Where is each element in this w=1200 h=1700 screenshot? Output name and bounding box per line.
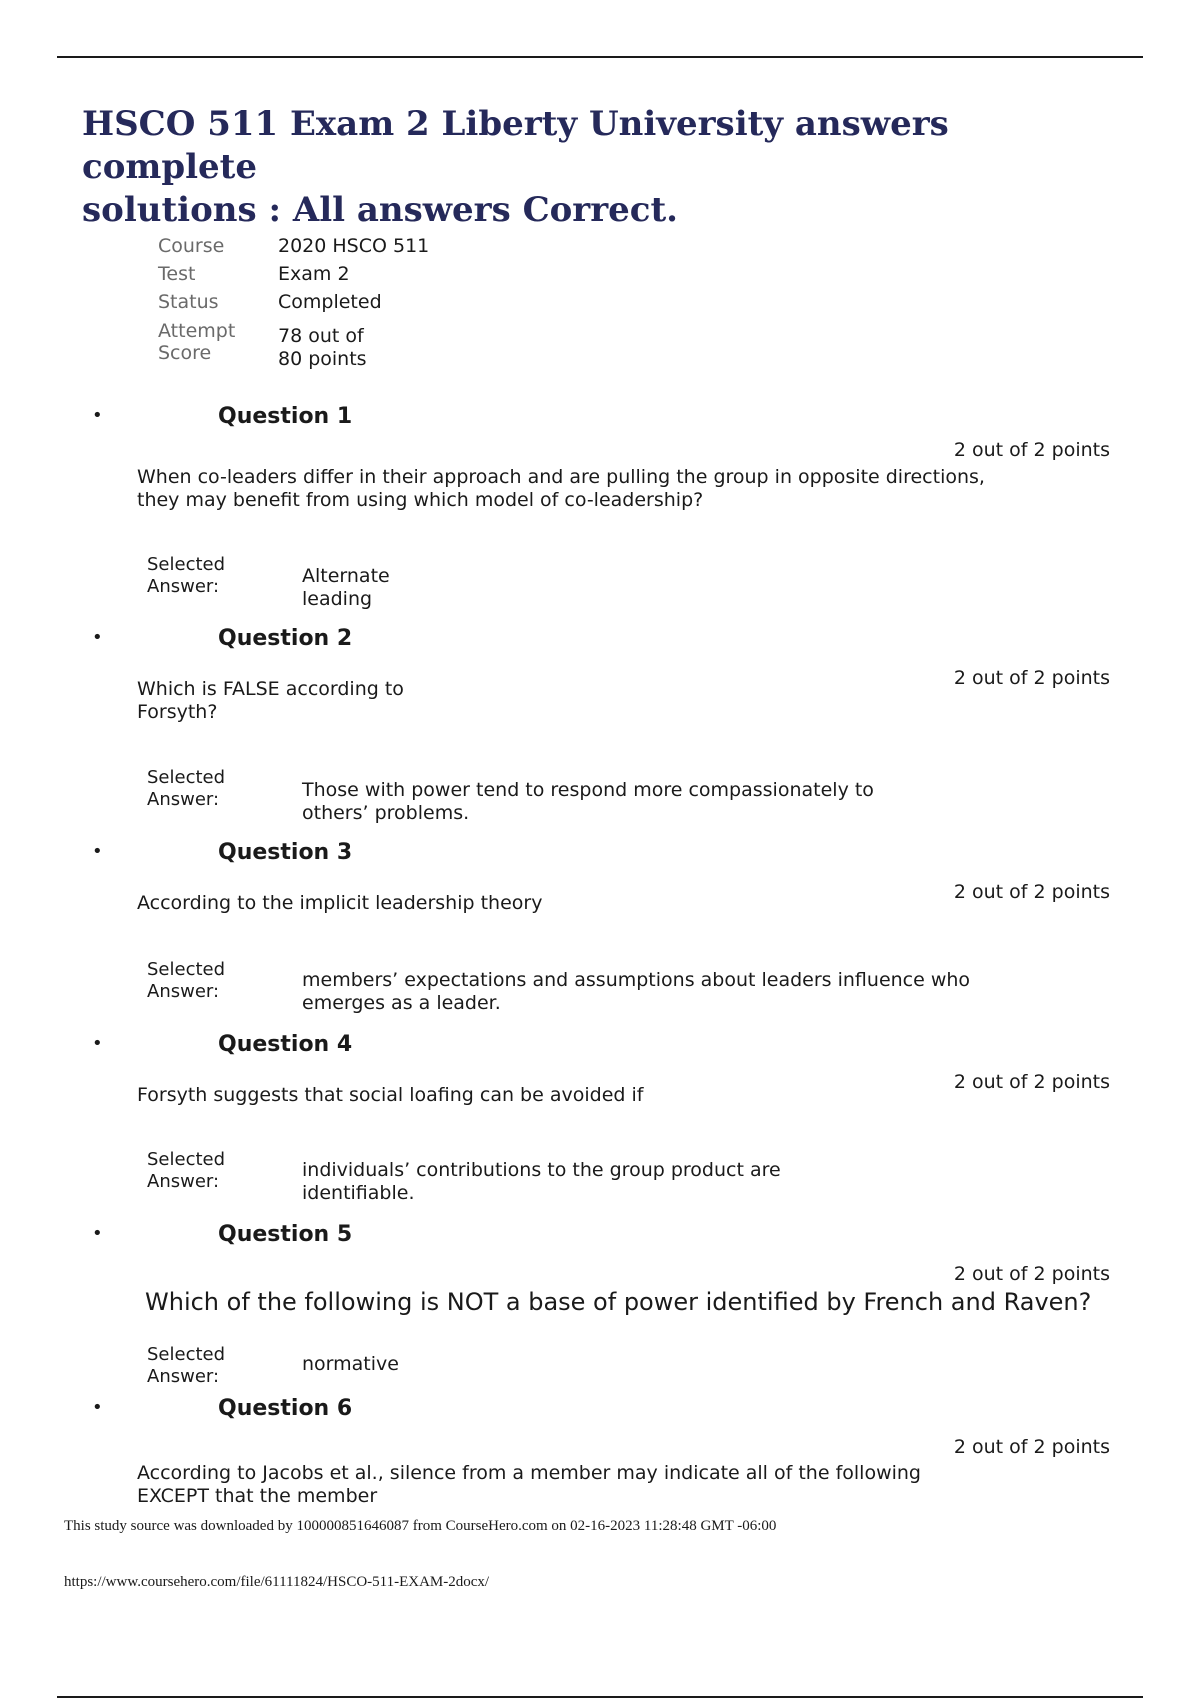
document-title bbox=[82, 103, 1122, 232]
question-title: Question 6 bbox=[218, 1396, 353, 1421]
selected-answer: Those with power tend to respond more compassionately to others’ problems. bbox=[302, 779, 874, 824]
question-points: 2 out of 2 points bbox=[953, 881, 1110, 903]
question-title: Question 2 bbox=[218, 626, 353, 651]
selected-answer: individuals’ contributions to the group product are identifiable. bbox=[302, 1159, 781, 1204]
bullet: • bbox=[92, 841, 103, 862]
question-text: Which of the following is NOT a base of power identified by French and Raven? bbox=[145, 1288, 1092, 1316]
selected-answer: normative bbox=[302, 1353, 399, 1375]
bottom-rule bbox=[57, 1696, 1143, 1698]
question-text: Which is FALSE according to Forsyth? bbox=[137, 678, 404, 723]
bullet: • bbox=[92, 627, 103, 648]
question-points: 2 out of 2 points bbox=[953, 1263, 1110, 1285]
selected-answer-label: Selected Answer: bbox=[147, 1149, 226, 1192]
question-points: 2 out of 2 points bbox=[953, 1071, 1110, 1093]
bullet: • bbox=[92, 1033, 103, 1054]
selected-answer-label: Selected Answer: bbox=[147, 554, 226, 597]
question-title: Question 4 bbox=[218, 1032, 353, 1057]
question-text: According to the implicit leadership theory bbox=[137, 892, 543, 914]
status-label: Status bbox=[158, 291, 219, 313]
question-points: 2 out of 2 points bbox=[953, 667, 1110, 689]
question-title: Question 5 bbox=[218, 1222, 353, 1247]
selected-answer-label: Selected Answer: bbox=[147, 1344, 226, 1387]
source-note: This study source was downloaded by 100000851646087 from CourseHero.com on 02-16-2023 11:28:48 GMT -06:00 bbox=[64, 1518, 777, 1534]
question-points: 2 out of 2 points bbox=[953, 439, 1110, 461]
test-value: Exam 2 bbox=[278, 263, 350, 285]
selected-answer: Alternate leading bbox=[302, 565, 390, 610]
title-line-2: solutions : All answers Correct. bbox=[82, 190, 679, 230]
status-value: Completed bbox=[278, 291, 382, 313]
question-points: 2 out of 2 points bbox=[953, 1436, 1110, 1458]
top-rule bbox=[57, 56, 1143, 58]
source-url: https://www.coursehero.com/file/61111824/HSCO-511-EXAM-2docx/ bbox=[64, 1574, 490, 1590]
question-text: According to Jacobs et al., silence from a member may indicate all of the following EXCEPT that the member bbox=[137, 1462, 921, 1507]
attempt-score-value: 78 out of 80 points bbox=[278, 325, 367, 370]
bullet: • bbox=[92, 405, 103, 426]
course-label: Course bbox=[158, 235, 225, 257]
attempt-label: Attempt Score bbox=[158, 320, 236, 364]
bullet: • bbox=[92, 1397, 103, 1418]
question-title: Question 1 bbox=[218, 404, 353, 429]
bullet: • bbox=[92, 1223, 103, 1244]
selected-answer: members’ expectations and assumptions about leaders influence who emerges as a leader. bbox=[302, 969, 971, 1014]
question-text: Forsyth suggests that social loafing can be avoided if bbox=[137, 1084, 644, 1106]
selected-answer-label: Selected Answer: bbox=[147, 767, 226, 810]
title-line-1: HSCO 511 Exam 2 Liberty University answers complete bbox=[82, 104, 949, 187]
course-value: 2020 HSCO 511 bbox=[278, 235, 430, 257]
question-title: Question 3 bbox=[218, 840, 353, 865]
selected-answer-label: Selected Answer: bbox=[147, 959, 226, 1002]
test-label: Test bbox=[158, 263, 196, 285]
question-text: When co-leaders differ in their approach and are pulling the group in opposite directions, they may benefit from using which model of co-leadership? bbox=[137, 466, 985, 511]
